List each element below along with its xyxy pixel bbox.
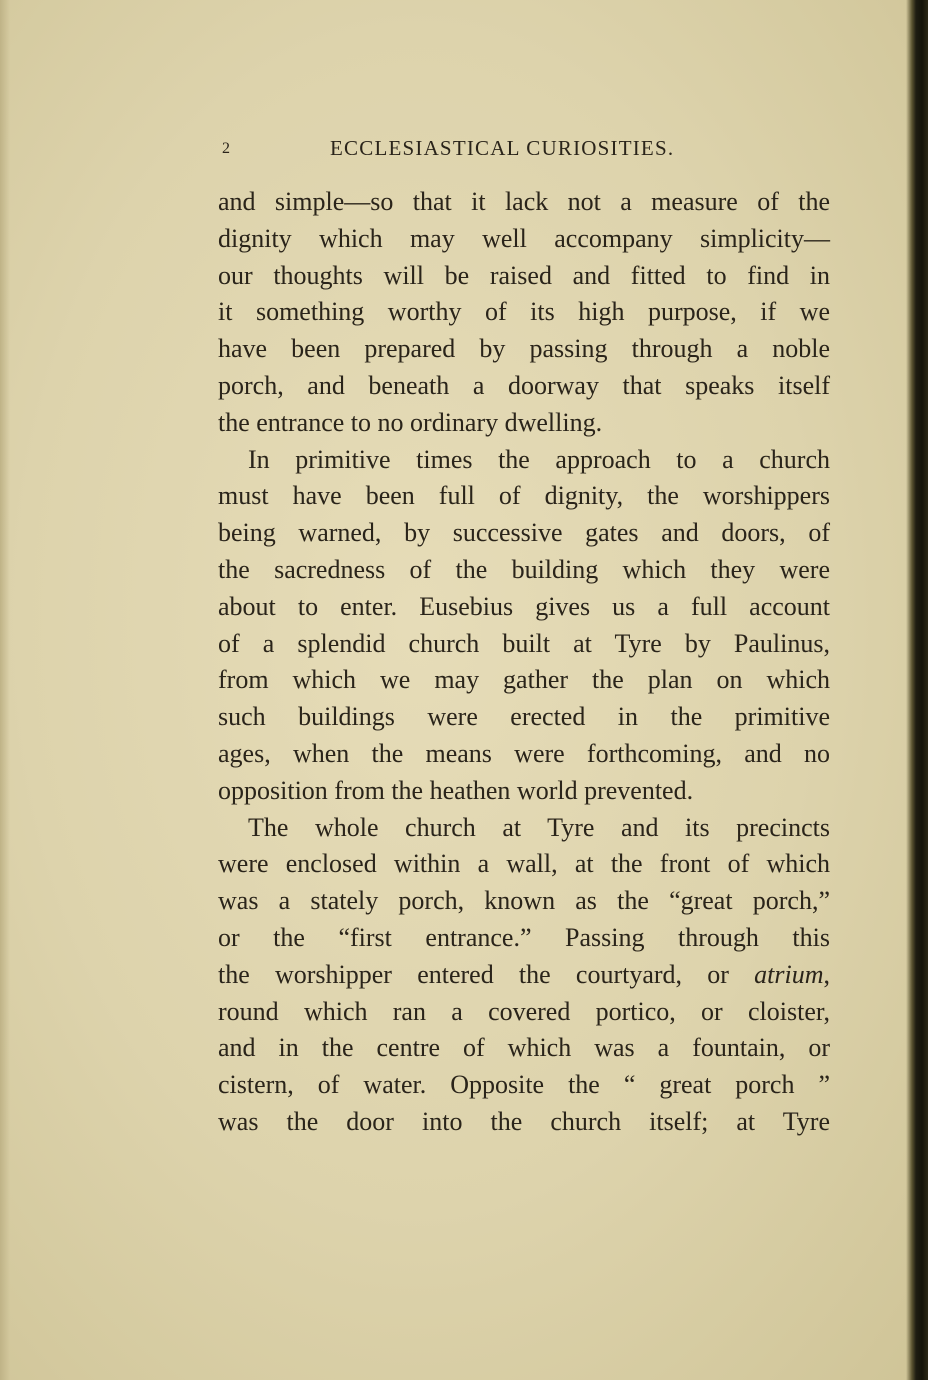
text-line: or the “first entrance.” Passing through this: [218, 922, 830, 952]
text-line: have been prepared by passing through a noble: [218, 334, 830, 364]
text-line: were enclosed within a wall, at the front of which: [218, 849, 830, 879]
text-line: dignity which may well accompany simplicity—: [218, 223, 830, 253]
text-line: about to enter. Eusebius gives us a full account: [218, 591, 830, 621]
text-line: our thoughts will be raised and fitted to find in: [218, 260, 830, 290]
text-line: was the door into the church itself; at Tyre: [218, 1106, 830, 1136]
running-head-title: ECCLESIASTICAL CURIOSITIES.: [330, 136, 675, 160]
italic-term: atrium: [754, 959, 824, 989]
text-line: In primitive times the approach to a church: [248, 444, 830, 474]
text-line: opposition from the heathen world prevented.: [218, 775, 694, 805]
book-spine-edge: [906, 0, 928, 1380]
text-line: and simple—so that it lack not a measure of the: [218, 187, 830, 216]
text-line: the sacredness of the building which they were: [218, 554, 830, 584]
text-line: and in the centre of which was a fountain, or: [218, 1033, 830, 1063]
page-number: 2: [222, 140, 230, 157]
text-line: The whole church at Tyre and its precincts: [248, 812, 830, 842]
text-line: round which ran a covered portico, or cloister,: [218, 996, 830, 1026]
text-line: of a splendid church built at Tyre by Paulinus,: [218, 628, 830, 658]
text-line: ages, when the means were forthcoming, and no: [218, 738, 830, 768]
text-line: being warned, by successive gates and doors, of: [218, 518, 830, 548]
text-line: was a stately porch, known as the “great porch,”: [218, 886, 830, 916]
running-head: [218, 136, 818, 170]
text-line: cistern, of water. Opposite the “ great porch ”: [218, 1070, 830, 1100]
text-line: the entrance to no ordinary dwelling.: [218, 407, 603, 437]
text-segment: the worshipper entered the courtyard, or: [218, 959, 755, 989]
text-line: porch, and beneath a doorway that speaks itself: [218, 370, 830, 400]
text-line: it something worthy of its high purpose, if we: [218, 297, 830, 327]
body-text: [218, 184, 830, 1141]
text-line: from which we may gather the plan on which: [218, 665, 830, 695]
text-line: must have been full of dignity, the worshippers: [218, 481, 830, 511]
text-line: such buildings were erected in the primitive: [218, 702, 830, 732]
text-segment: ,: [823, 959, 830, 989]
text-line: [218, 957, 830, 994]
